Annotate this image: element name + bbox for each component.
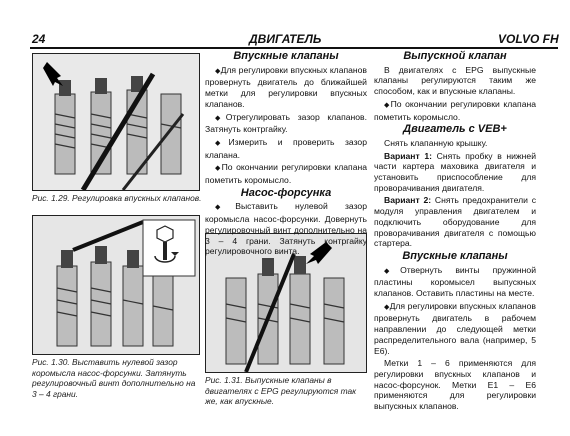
paragraph: ◆ По окончании регулировки клапана пометить коромысло. <box>205 162 367 185</box>
paragraph: ◆ Для регулировки впускных клапанов провернуть двигатель в рабочем направлении до следующей метки распределительного вала (например, 5 E6). <box>374 301 536 357</box>
figure-1-30 <box>32 215 200 355</box>
paragraph: ◆ По окончании регулировки клапана пометить коромысло. <box>374 99 536 122</box>
figure-1-30-caption: Рис. 1.30. Выставить нулевой зазор коромысла насос-форсунки. Затянуть регулировочный винт дополнительно на 3 – 4 грани. <box>32 357 196 399</box>
paragraph: Метки 1 – 6 применяются для регулировки впускных клапанов и насос-форсунок. Метки E1 – E6 применяются для регулировки выпускных клапанов. <box>374 358 536 412</box>
heading-veb-engine: Двигатель с VEB+ <box>403 123 507 136</box>
heading-intake-valves: Впускные клапаны <box>233 50 339 62</box>
vehicle-model: VOLVO FH <box>498 32 559 46</box>
right-column <box>374 49 536 414</box>
section-title: ДВИГАТЕЛЬ <box>249 32 322 46</box>
variant-1-text: Снять пробку в нижней части картера маховика двигателя и установить приспособление для проворачивания двигателя. <box>374 150 537 193</box>
paragraph: ◆ Отрегулировать зазор клапанов. Затянуть контргайку. <box>205 112 367 135</box>
figure-1-29-caption: Рис. 1.29. Регулировка впускных клапанов. <box>32 193 202 203</box>
figure-1-29-illustration <box>33 54 199 190</box>
figure-1-31-caption: Рис. 1.31. Выпускные клапаны в двигателях с EPG регулируются так же, как впускные. <box>205 375 357 406</box>
paragraph: ◆ Измерить и проверить зазор клапана. <box>205 137 367 160</box>
paragraph: Снять клапанную крышку. <box>384 137 488 148</box>
page-number: 24 <box>32 32 46 46</box>
variant-1-label: Вариант 1: <box>384 150 432 161</box>
heading-exhaust-valve: Выпускной клапан <box>403 50 507 62</box>
variant-2 <box>374 195 536 249</box>
middle-column <box>205 49 367 259</box>
paragraph: ◆ Отвернуть винты пружинной пластины коромысел выпускных клапанов. Оставить пластины на месте. <box>374 265 536 299</box>
paragraph: ◆ Для регулировки впускных клапанов провернуть двигатель до ближайшей метки для регулировки впускных клапанов. <box>205 65 367 110</box>
variant-2-label: Вариант 2: <box>384 195 432 206</box>
variant-2-text: Снять предохранители с модуля управления двигателем и подключить оборудование для проворачивания двигателя с помощью стартера. <box>374 195 536 249</box>
heading-intake-valves-2: Впускные клапаны <box>402 249 508 262</box>
paragraph: В двигателях с EPG выпускные клапаны регулируются таким же способом, как и впускные клапаны. <box>374 64 536 97</box>
heading-injector: Насос-форсунка <box>240 186 332 199</box>
figure-1-30-illustration <box>33 216 199 354</box>
variant-1 <box>374 151 536 194</box>
figure-1-29 <box>32 53 200 191</box>
paragraph: ◆ Выставить нулевой зазор коромысла насос-форсунки. Довернуть регулировочный винт дополнительно на 3 – 4 грани. Затянуть контргайку регулировочного винта. <box>205 201 367 257</box>
